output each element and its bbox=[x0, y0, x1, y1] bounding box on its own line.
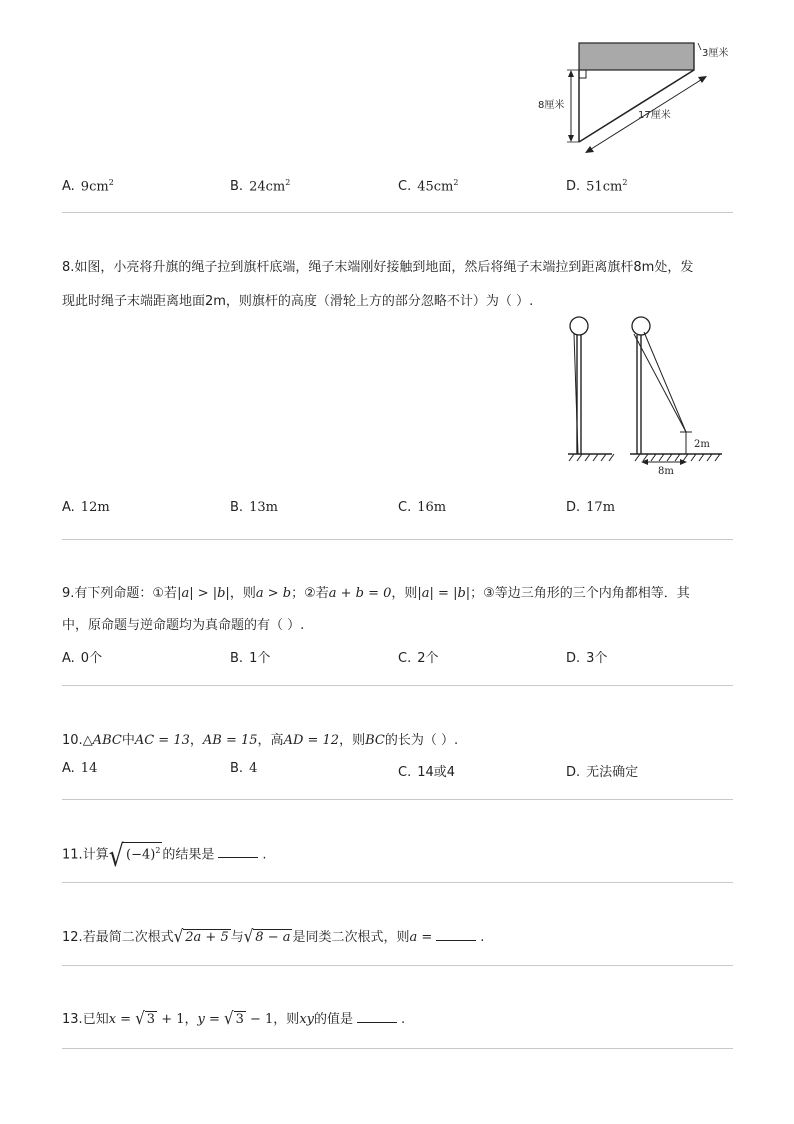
q12-text: 是同类二次根式，则 bbox=[292, 930, 410, 945]
option-label: A. bbox=[62, 179, 75, 195]
option-text: 13m bbox=[249, 500, 278, 515]
option-label: A. bbox=[62, 651, 75, 666]
option-text: 17m bbox=[586, 500, 616, 515]
answer-blank[interactable] bbox=[218, 845, 258, 858]
question-number: 9. bbox=[62, 586, 75, 601]
option-text: 24cm bbox=[249, 179, 286, 195]
q9-text-line-1 bbox=[62, 582, 690, 601]
q12-radicand: 2a + 5 bbox=[185, 930, 229, 945]
q9-text: ；②若 bbox=[291, 586, 329, 601]
radicand-text: (−4) bbox=[126, 847, 156, 863]
q9-option-c[interactable] bbox=[398, 647, 439, 666]
q10-math: AD = 12 bbox=[283, 733, 340, 748]
option-text: 45cm bbox=[417, 179, 454, 195]
q13-math: x = bbox=[108, 1012, 132, 1027]
q13-math: xy bbox=[299, 1012, 314, 1027]
ground-hatch-left bbox=[569, 454, 614, 461]
rope-right-2 bbox=[634, 334, 686, 432]
right-angle-mark bbox=[579, 70, 586, 78]
arrow-head bbox=[585, 146, 594, 153]
option-text: 12m bbox=[80, 500, 110, 515]
answer-blank[interactable] bbox=[436, 928, 476, 941]
q8-option-a[interactable] bbox=[62, 500, 110, 515]
option-label: A. bbox=[62, 761, 75, 776]
q12-math: a = bbox=[409, 930, 433, 945]
q13-text: ， bbox=[184, 1012, 198, 1027]
radical-sign: √ bbox=[224, 1007, 234, 1029]
q10-text: 的长为（ ）. bbox=[384, 733, 459, 748]
q11-text: 的结果是 bbox=[162, 847, 215, 863]
option-label: B. bbox=[230, 651, 244, 666]
option-label: D. bbox=[566, 651, 581, 666]
q13-text: ，则 bbox=[273, 1012, 300, 1027]
option-text: 0个 bbox=[80, 651, 103, 666]
q10-text: 中 bbox=[121, 733, 135, 748]
divider bbox=[62, 1048, 733, 1049]
q8-option-d[interactable] bbox=[566, 500, 615, 515]
divider bbox=[62, 965, 733, 966]
option-label: D. bbox=[566, 179, 581, 195]
q9-math: a > b bbox=[255, 586, 292, 601]
q13-radicand: 3 bbox=[235, 1012, 244, 1027]
q10-text bbox=[62, 729, 458, 748]
q7-option-d[interactable] bbox=[566, 178, 627, 194]
option-sup: 2 bbox=[285, 178, 291, 187]
option-text: 16m bbox=[417, 500, 447, 515]
label-3cm: 3厘米 bbox=[702, 48, 729, 59]
option-label: C. bbox=[398, 765, 412, 780]
arrow-head bbox=[568, 70, 574, 77]
option-label: A. bbox=[62, 500, 75, 515]
arrow-head bbox=[698, 76, 707, 83]
q10-option-a[interactable] bbox=[62, 761, 97, 776]
q8-text-line-1: 8.如图，小亮将升旗的绳子拉到旗杆底端，绳子末端刚好接触到地面，然后将绳子末端拉到距离旗杆8m处，发 bbox=[62, 260, 694, 275]
option-label: B. bbox=[230, 179, 244, 195]
option-text: 1个 bbox=[249, 651, 271, 666]
q10-option-d[interactable] bbox=[566, 761, 638, 780]
question-number: 13. bbox=[62, 1012, 83, 1027]
q12-radicand: 8 − a bbox=[255, 930, 291, 945]
hypotenuse-edge bbox=[579, 70, 694, 142]
question-number: 12. bbox=[62, 930, 83, 945]
q13-text: 已知 bbox=[82, 1012, 109, 1027]
question-8-figure bbox=[562, 312, 732, 482]
q8-option-b[interactable] bbox=[230, 500, 278, 515]
q9-option-d[interactable] bbox=[566, 647, 607, 666]
q12-text bbox=[62, 926, 484, 945]
divider bbox=[62, 539, 733, 540]
q10-text: ， bbox=[189, 733, 203, 748]
q13-text: . bbox=[401, 1012, 406, 1027]
question-number: 11. bbox=[62, 847, 83, 863]
radical-sign: √ bbox=[173, 925, 184, 947]
option-text: 无法确定 bbox=[586, 765, 639, 780]
q8-option-c[interactable] bbox=[398, 500, 446, 515]
option-label: C. bbox=[398, 651, 412, 666]
option-text: 4 bbox=[249, 761, 258, 776]
radical-sign: √ bbox=[243, 925, 254, 947]
q10-option-b[interactable] bbox=[230, 761, 257, 776]
option-label: C. bbox=[398, 179, 412, 195]
option-text: 51cm bbox=[586, 179, 623, 195]
q9-option-a[interactable] bbox=[62, 647, 102, 666]
q13-math: + 1 bbox=[161, 1012, 185, 1027]
option-label: B. bbox=[230, 761, 244, 776]
arrow-head bbox=[568, 135, 574, 142]
q11-radicand bbox=[124, 842, 162, 862]
q8-text-line-2: 现此时绳子末端距离地面2m，则旗杆的高度（滑轮上方的部分忽略不计）为（ ）. bbox=[62, 294, 534, 309]
q11-text: . bbox=[262, 847, 267, 863]
q12-text: . bbox=[480, 930, 485, 945]
divider bbox=[62, 685, 733, 686]
radical-sign: √ bbox=[135, 1007, 145, 1029]
q13-text: 的值是 bbox=[314, 1012, 354, 1027]
q9-text: ，则 bbox=[391, 586, 418, 601]
q10-text: ，高 bbox=[257, 733, 284, 748]
q13-math: − 1 bbox=[250, 1012, 274, 1027]
q9-math: |a| > |b| bbox=[177, 586, 230, 601]
divider bbox=[62, 212, 733, 213]
q12-text: 若最简二次根式 bbox=[82, 930, 174, 945]
q11-text: 计算 bbox=[82, 847, 109, 863]
q10-text: ，则 bbox=[339, 733, 366, 748]
option-label: D. bbox=[566, 765, 581, 780]
q13-text bbox=[62, 1008, 405, 1027]
q10-math: BC bbox=[365, 733, 385, 748]
option-sup: 2 bbox=[108, 178, 114, 187]
q11-text bbox=[62, 838, 267, 874]
option-text: 14 bbox=[80, 761, 98, 776]
q7-option-a[interactable] bbox=[62, 178, 114, 194]
q13-radicand: 3 bbox=[146, 1012, 156, 1027]
option-sup: 2 bbox=[453, 178, 459, 187]
q9-option-b[interactable] bbox=[230, 647, 270, 666]
dim-3-arrow bbox=[698, 43, 701, 50]
q9-math: |a| = |b| bbox=[417, 586, 471, 601]
question-7-figure bbox=[538, 30, 738, 160]
option-sup: 2 bbox=[622, 178, 628, 187]
pulley-right bbox=[632, 317, 650, 335]
pulley-left bbox=[570, 317, 588, 335]
option-text: 9cm bbox=[80, 179, 109, 195]
answer-blank[interactable] bbox=[357, 1010, 397, 1023]
q10-math: △ABC bbox=[82, 733, 122, 748]
q10-option-c[interactable] bbox=[398, 761, 455, 780]
rope-right-1 bbox=[644, 332, 686, 432]
q7-option-c[interactable] bbox=[398, 178, 458, 194]
q13-math: y = bbox=[197, 1012, 220, 1027]
shaded-strip bbox=[579, 43, 694, 70]
option-text: 2个 bbox=[417, 651, 439, 666]
option-label: C. bbox=[398, 500, 412, 515]
divider bbox=[62, 799, 733, 800]
radical-sign: √ bbox=[108, 838, 124, 874]
label-2m: 2m bbox=[694, 439, 710, 450]
q9-math: a + b = 0 bbox=[328, 586, 392, 601]
radicand-exponent: 2 bbox=[155, 846, 161, 855]
option-text: 14或4 bbox=[417, 765, 456, 780]
label-8cm: 8厘米 bbox=[538, 100, 565, 111]
divider bbox=[62, 882, 733, 883]
q10-math: AB = 15 bbox=[202, 733, 258, 748]
q9-text: 有下列命题：①若 bbox=[74, 586, 178, 601]
label-17cm: 17厘米 bbox=[638, 110, 671, 121]
q10-math: AC = 13 bbox=[134, 733, 190, 748]
q9-text: ；③等边三角形的三个内角都相等．其 bbox=[470, 586, 690, 601]
q7-option-b[interactable] bbox=[230, 178, 290, 194]
option-label: B. bbox=[230, 500, 244, 515]
q9-text: ，则 bbox=[229, 586, 256, 601]
option-text: 3个 bbox=[586, 651, 608, 666]
question-number: 10. bbox=[62, 733, 83, 748]
option-label: D. bbox=[566, 500, 581, 515]
q12-text: 与 bbox=[230, 930, 244, 945]
q9-text-line-2: 中，原命题与逆命题均为真命题的有（ ）. bbox=[62, 618, 305, 633]
arrow-head bbox=[641, 459, 648, 465]
label-8m: 8m bbox=[658, 466, 674, 477]
